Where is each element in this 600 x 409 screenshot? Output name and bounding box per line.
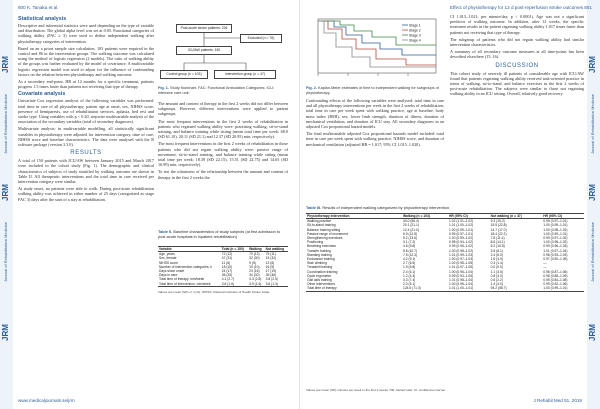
table-cell: 0.97 (0.90–1.05): [543, 257, 568, 262]
body-paragraph: As a secondary end-point, HR at 12 months for a specific treatment, patients progress 1.5 times faster than patients not receiving that type of therapy.: [18, 79, 154, 90]
table-cell: 3.8 (1.5): [221, 282, 248, 287]
table-cell: 70 (13): [249, 252, 260, 257]
journal-logo: JRM: [588, 324, 597, 342]
table-cell: 1.6 (4.9): [490, 257, 503, 262]
table-cell: 11 (6): [221, 260, 231, 265]
table-header-cell: Not walking: [265, 247, 288, 252]
table-header-cell: Not walking (n = 47): [490, 214, 543, 219]
table-cell: 27 (19): [265, 269, 277, 274]
table-cell: 1.00 (0.96–1.04): [448, 269, 474, 274]
table-cell: Sex, female: [159, 256, 177, 261]
table-cell: 12.4 (21.0): [403, 227, 419, 232]
table-cell: 124.6 (71.3): [402, 286, 448, 291]
table-cell: 1.00 (0.99–1.01): [448, 227, 474, 232]
journal-logo: JRM: [1, 324, 10, 342]
right-page: [300, 0, 600, 409]
table-cell: 14.7 (17.0): [490, 227, 507, 232]
table-cell: —: [543, 261, 547, 266]
table-cell: 3.9 (8.1): [490, 248, 503, 253]
figure-caption: [158, 86, 288, 95]
flowchart-connectors: [158, 22, 288, 84]
body-paragraph: CI 1.013–1.021; per minute/day, p < 0.0001). Age was not a significant predictor of walking outcome. In addition, after 12 weeks, the specific treatment results in the patient regaining walking ability 1.017 times faster than patients not receiving that type of therapy.: [450, 14, 584, 35]
table-row: [158, 282, 288, 287]
table-header-cell: HR (95% CI): [448, 214, 490, 219]
table-cell: 0.0 (0.0): [490, 265, 503, 270]
journal-vertical-title: Journal of Rehabilitation Medicine: [3, 93, 8, 154]
table-cell: 20.1 (21.1): [403, 223, 419, 228]
table-cell: Total time of therapy: [306, 286, 402, 291]
table-cell: 39 (36): [265, 273, 277, 278]
table-cell: Coordination training: [307, 269, 338, 274]
table-cell: 32 (30): [249, 256, 260, 261]
body-paragraph: Univariate Cox regression analysis of the following variables was performed: total time in care of all physiotherapy, patient age at onset, sex, NIHSS score, presence of hemiparesis, use of rehabilitation services, aphasia, bed rest and stroke type. Using variables with p < 0.20, stepwise multivariable analysis of the association of the secondary variables (total of secondary diagnoses).: [18, 98, 154, 125]
table-header-cell: Total (n = 150): [221, 247, 248, 252]
table-cell: Days in care: [159, 273, 178, 278]
table-cell: 9 (5): [249, 260, 256, 265]
table-cell: 15.5 (22.8): [490, 223, 507, 228]
flow-box: ICU/AW patients: 150: [176, 46, 232, 55]
table-cell: 16 (9): [265, 264, 275, 269]
table-cell: 1.01 (0.99–1.03): [448, 252, 474, 257]
table-cell: 0.8 (3.0): [490, 273, 503, 278]
table-cell: 8.6 (14.1): [490, 240, 505, 245]
table-cell: 3.6 (1.3): [265, 282, 288, 287]
body-paragraph: A total of 150 patients with ICU/AW between January 2015 and March 2017 were included in the cohort study (Fig. 1). The demographic and clinical characteristics of subjects of study stratified by walking outcome are shown in Table II. All therapeutic interventions and the total time in care received per intervention category were similar.: [18, 158, 154, 185]
section-heading: Covariate analysis: [18, 91, 66, 98]
body-paragraph: A summary of all secondary outcome measures at all time-points has been described elsewhere (15, 16).: [450, 49, 584, 60]
journal-logo: JRM: [1, 56, 10, 74]
right-column-1: [306, 98, 444, 204]
table-cell: Strengthening exercises: [307, 236, 343, 241]
table-cell: 5.8 (10.7): [403, 248, 418, 253]
table-cell: 0.99 (0.96–1.03): [543, 244, 568, 249]
figure-caption: [306, 86, 444, 95]
table-cell: 2.4 (6.1): [403, 269, 416, 274]
flow-box: Excluded (n = 76): [240, 34, 282, 43]
table-header-cell: Walking (n = 103): [402, 214, 448, 219]
table-cell: 9.2 (13.6): [403, 236, 418, 241]
table-header-cell: Physiotherapy intervention: [306, 214, 402, 219]
table-row: [158, 277, 288, 281]
figure-caption-text: Study flowchart. FAC: Functional Ambulation Categories; ICU: intensive care unit.: [158, 86, 275, 95]
table-cell: 2.4 (6.0): [490, 252, 503, 257]
right-column-2: [450, 14, 584, 204]
table-cell: NIHSS score: [159, 260, 179, 265]
survival-curve-figure: [306, 15, 442, 83]
body-paragraph: This cohort study of severely ill patients of considerable age with ICU/AW found that patients regaining walking ability received task-oriented practice in terms of walking, sit-to-stand, and balance exercises in the first 2 weeks of post-acute rehabilitation. The subjects were similar to those not regaining walking ability in an ICU setting. Overall, relatively good recovery: [450, 70, 584, 97]
table-cell: Walking practice: [307, 219, 332, 224]
table-cell: 47 (31): [221, 256, 233, 261]
body-paragraph: Based on an a priori sample size calculation, 103 patients were required in the control and 86 in the intervention groups. The walking outcome was calculated using the method of logistic regression (2 models). The ratio of walking ability of the groups was further evaluated by the model of covariance. A multivariable logistic regression model was used to adjust for the influence of confounding factors on the relation between physiotherapy and walking outcome.: [18, 45, 154, 77]
table-caption-text: Baseline characteristics of study subjects (at first admission to post-acute hospitals in inpatient rehabilitation): [158, 229, 281, 239]
table-cell: 75 (11): [265, 252, 276, 257]
body-paragraph: To test the robustness of the relationship between the amount and content of therapy in the first 2 weeks the: [158, 169, 288, 180]
journal-logo: JRM: [588, 56, 597, 74]
table-cell: 6.9 (12.8): [403, 231, 418, 236]
table-cell: 0.99 (0.96–1.02): [448, 244, 474, 249]
table-note: Values are mean (SD) minutes per week in the first 2 weeks. HR: hazard ratio; CI: confidence interval.: [306, 388, 446, 392]
table-cell: 1.4 (4.0): [490, 282, 503, 287]
table-cell: Sit-to-stand training: [307, 223, 336, 228]
table-cell: 0.98 (0.88–1.09): [543, 273, 568, 278]
table-cell: 1.9 (5.8): [403, 265, 416, 270]
table-caption-label: Table III.: [306, 205, 322, 210]
table-cell: 7.5 (12.3): [403, 252, 418, 257]
table-cell: 0.95 (0.84–1.08): [543, 278, 568, 283]
table-cell: 1.00 (0.99–1.01): [543, 223, 568, 228]
journal-logo: JRM: [588, 184, 597, 202]
table-cell: 1.01 (1.00–1.02): [448, 223, 474, 228]
table-cell: Age, years: [159, 252, 175, 257]
table-cell: 0.99 (0.97–1.01): [448, 231, 474, 236]
table-cell: 0.99 (0.93–1.05): [448, 273, 474, 278]
table-cell: Total time of intervention, min/week: [158, 282, 221, 287]
table-cell: 24 (17): [221, 269, 233, 274]
table-cell: 13 (6): [265, 260, 275, 265]
table-cell: 0.98 (0.93–1.03): [543, 252, 568, 257]
table-cell: 1.02 (1.01–1.02): [448, 219, 474, 224]
table-header-cell: HR (95% CI): [542, 214, 584, 219]
table-cell: 18 (10): [221, 264, 233, 269]
table-cell: 1.00 (0.99–1.01): [542, 286, 584, 291]
figure-caption-text: Kaplan-Meier estimates of time to independent walking for subgroups of physiotherapy.: [306, 86, 439, 95]
table-cell: 0.98 (0.94–1.02): [448, 240, 474, 245]
legend-label: Stage 3: [409, 33, 421, 38]
table-caption-label: Table II.: [158, 229, 173, 234]
table-caption: [158, 230, 288, 239]
table-cell: 3.1 (7.2): [403, 240, 416, 245]
table-caption: [306, 206, 584, 211]
table-cell: 44.0 (56.4): [403, 219, 419, 224]
table-cell: 1.00 (0.98–1.02): [448, 248, 474, 253]
body-paragraph: The most frequent interventions in the first 2 weeks of rehabilitation in those patients who did not regain walking ability were: passive range of movement, sit-to-stand training, and balance training while sitting (mean total time per week: 18.39 (SD 22.15), 15.51 (SD 22.75) and 14.65 (SD 16.99) min, respectively).: [158, 141, 288, 168]
table-cell: Passive range of movement: [307, 231, 348, 236]
flow-box: Intervention group (n = 47): [214, 70, 276, 79]
table-cell: 2.7 (6.5): [403, 261, 416, 266]
body-paragraph: Multivariate analysis: in multivariable modelling, all statistically significant variables in physiotherapy were adjusted for intervention category, time of care, NIHSS score and baseline characteristics. The data were analysed with the R software package (version 3.3.0).: [18, 126, 154, 148]
table-cell: 72 (12): [221, 252, 233, 257]
table-cell: 4.2 (9.1): [403, 257, 416, 262]
table-cell: 1.00 (0.96–1.04): [448, 282, 474, 287]
table-header-cell: Walking: [248, 247, 265, 252]
table-cell: Gait aids training: [307, 278, 332, 283]
journal-vertical-title: Journal of Rehabilitation Medicine: [3, 221, 8, 282]
table-caption-text: Results of independent walking categorized by physiotherapy intervention.: [322, 205, 451, 210]
legend-label: Stage 2: [409, 28, 421, 33]
table-cell: 0.3 (1.4): [490, 261, 503, 266]
table-cell: 4.6 (9.8): [403, 244, 416, 249]
running-footer: J Rehabil Med 51, 2019: [533, 398, 582, 403]
table-cell: 0.96 (0.87–1.06): [543, 269, 568, 274]
table-cell: 1.01 (0.98–1.04): [448, 278, 474, 283]
table-cell: Endurance training: [307, 257, 335, 262]
figure-caption-label: Fig. 2.: [306, 86, 317, 90]
table-cell: 3.9 (1.6): [248, 282, 265, 287]
results-heading: RESULTS: [70, 150, 102, 157]
right-margin-strip: [587, 0, 600, 409]
left-column-2: [158, 101, 288, 227]
table-cell: 34 (30): [249, 273, 260, 278]
table-cell: Transfer training: [307, 248, 331, 253]
intervention-table: [306, 213, 584, 292]
body-paragraph: The subgroup of patients who did not regain walking ability had similar intervention characteristics.: [450, 36, 584, 48]
body-paragraph: The most frequent interventions in the first 2 weeks of rehabilitation in patients who regained walking ability were: practising walking, sit-to-stand training, and balance training while sitting (mean total time per week: 68.0 (SD 61.10), 20.11 (SD 21.1) and 12.37 (SD 20.95) min, respectively).: [158, 118, 288, 140]
table-cell: 1.01 (1.00–1.01): [448, 286, 490, 291]
section-heading: Statistical analysis: [18, 16, 67, 22]
table-cell: Balance training sitting: [307, 227, 341, 232]
legend-label: Stage 4: [409, 38, 421, 43]
body-paragraph: Descriptive and inferential statistics were used depending on the type of variable and distribution. The global alpha level was set at 0.05. Functional categories of walking ability (FAC ≥ 3) were used to define independent walking after physiotherapy categories of intervention.: [18, 23, 154, 44]
table-cell: 15 (32): [265, 256, 277, 261]
running-header: 800 K. Tanaka et al.: [18, 5, 59, 10]
flow-box: Control group (n = 103): [160, 70, 208, 79]
table-cell: Standing training: [307, 252, 332, 257]
flow-box: Post-acute stroke patients: 226: [176, 24, 232, 33]
journal-vertical-title: Journal of Rehabilitation Medicine: [590, 221, 595, 282]
table-cell: 1.00 (0.99–1.01): [543, 231, 568, 236]
table-cell: 1.01 (0.97–1.04): [543, 248, 568, 253]
body-paragraph: Confounding effects of the following variables were analysed: total time in care and all physiotherapy interventions per week in the first 2 weeks of rehabilitation, total time in care per week spent with walking practice, age at baseline, body mass index (BMI), sex, lower limb strength, duration of illness, duration of mechanical ventilation, and duration of ICU stay. All secondary diagnoses in an adjusted Cox proportional hazard models.: [306, 98, 444, 130]
table-cell: 0.99 (0.97–1.02): [543, 236, 568, 241]
table-cell: 9.3 (15.2): [490, 219, 505, 224]
baseline-table: [158, 246, 288, 287]
table-cell: 19 (10): [249, 264, 260, 269]
journal-vertical-title: Journal of Rehabilitation Medicine: [590, 93, 595, 154]
table-cell: 3.8 (2.5): [265, 277, 278, 282]
running-footer: www.medicaljournals.se/jrm: [18, 398, 75, 403]
table-cell: 1.2 (4.3): [403, 273, 416, 278]
table-row: [306, 286, 584, 291]
table-cell: 36 (33): [221, 273, 233, 278]
table-cell: 6.2 (10.5): [490, 244, 505, 249]
table-cell: 3.3 (7.4): [403, 278, 416, 283]
table-cell: Total time of therapy, min/week: [159, 277, 205, 282]
table-note: Values are mean (SD) or n (%). NIHSS: National Institutes of Health Stroke Scale.: [158, 290, 271, 294]
table-header-cell: Variable: [158, 247, 221, 252]
table-cell: Cycle ergometer: [307, 273, 332, 278]
table-cell: 1.00 (0.97–1.03): [448, 257, 474, 262]
table-cell: 0.99 (0.97–1.01): [543, 219, 568, 224]
table-cell: 1.00 (0.98–1.02): [543, 227, 568, 232]
table-cell: 18.4 (22.2): [490, 231, 507, 236]
left-margin-strip: [0, 0, 13, 409]
table-cell: 23 (16): [249, 269, 260, 274]
figure-caption-label: Fig. 1.: [158, 86, 169, 90]
table-cell: 0.6 (2.2): [490, 278, 503, 283]
table-cell: 1.1 (3.5): [490, 269, 503, 274]
table-cell: 0.99 (0.92–1.06): [543, 282, 568, 287]
table-cell: Days since onset: [159, 269, 185, 274]
table-cell: 7.8 (11.4): [490, 236, 505, 241]
journal-logo: JRM: [1, 184, 10, 202]
table-cell: Positioning: [307, 240, 324, 245]
body-paragraph: At study onset, no patients were able to walk. During post-acute rehabilitation walking ability was achieved in either number of 25 days (categorized as stage FAC 3) days after the start of a stay at rehabilitation.: [18, 186, 154, 202]
discussion-heading: DISCUSSION: [495, 62, 539, 69]
table-cell: 1.01 (0.97–1.05): [448, 265, 474, 270]
table-cell: Treadmill training: [307, 265, 333, 270]
table-cell: 1.02 (0.98–1.05): [448, 261, 474, 266]
body-paragraph: The amount and content of therapy in the first 2 weeks did not differ between subgroups. However, different interventions were applied to patient subgroups.: [158, 101, 288, 117]
table-cell: Other interventions: [307, 282, 335, 287]
table-cell: 4.1 (2.7): [221, 277, 235, 282]
table-cell: 1.00 (0.99–1.02): [448, 236, 474, 241]
table-cell: Stair climbing: [307, 261, 327, 266]
table-cell: —: [543, 265, 547, 270]
table-cell: 4.3 (2.8): [249, 277, 262, 282]
running-header: Effect of physiotherapy for 12 d post-reperfusion stroke outcomes 801: [450, 5, 592, 10]
table-cell: 2.0 (5.1): [403, 282, 416, 287]
table-cell: Breathing exercises: [307, 244, 336, 249]
table-cell: 1.00 (0.98–1.02): [543, 240, 568, 245]
legend-label: Stage 1: [409, 23, 421, 28]
table-cell: Number of intervention categories, n: [159, 264, 213, 269]
left-column-1: [18, 14, 154, 398]
table-cell: 94.2 (58.7): [490, 286, 543, 291]
body-paragraph: The final multivariable adjusted Cox proportional hazards model included: total time in care per week spent with walking practice, NIHSS score, and duration of mechanical ventilation (adjusted HR = 1.017; 95% CI 1.015–1.020).: [306, 131, 444, 147]
